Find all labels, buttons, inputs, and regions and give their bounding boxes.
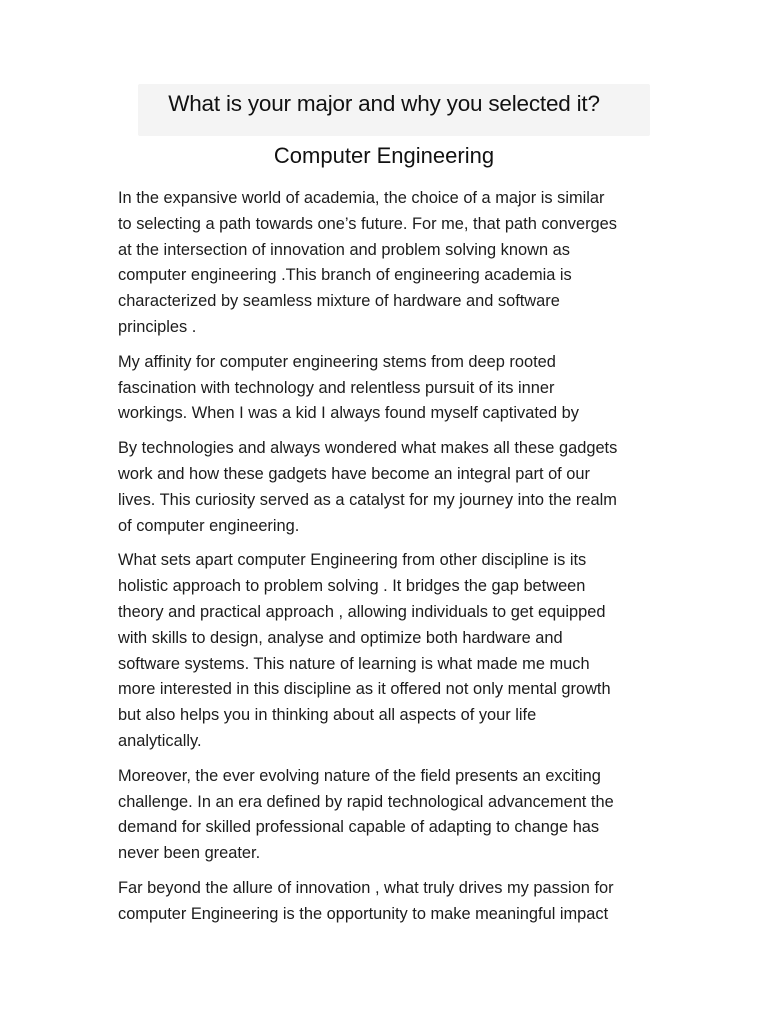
paragraph-line: By technologies and always wondered what makes all these gadgets	[118, 439, 618, 458]
paragraph-line: lives. This curiosity served as a catalyst for my journey into the realm	[118, 490, 617, 509]
paragraph-line: principles .	[118, 317, 197, 336]
paragraph-line: workings. When I was a kid I always found myself captivated by	[118, 404, 579, 423]
paragraph-line: holistic approach to problem solving . It bridges the gap between	[118, 577, 586, 596]
paragraph-line: never been greater.	[118, 844, 261, 863]
paragraph-line: challenge. In an era defined by rapid technological advancement the	[118, 792, 614, 811]
paragraph-line: fascination with technology and relentless pursuit of its inner	[118, 378, 555, 397]
paragraph-line: theory and practical approach , allowing individuals to get equipped	[118, 602, 606, 621]
paragraph	[118, 436, 650, 539]
paragraph-line: analytically.	[118, 731, 202, 750]
page-subtitle: Computer Engineering	[273, 143, 495, 168]
paragraph	[118, 186, 650, 341]
paragraph	[118, 548, 650, 754]
paragraph-line: Far beyond the allure of innovation , what truly drives my passion for	[118, 878, 614, 897]
paragraph-line: with skills to design, analyse and optimize both hardware and	[118, 628, 563, 647]
paragraph-line: demand for skilled professional capable of adapting to change has	[118, 818, 600, 837]
paragraph	[118, 764, 650, 867]
paragraph-line: computer engineering .This branch of engineering academia is	[118, 266, 572, 285]
paragraph	[118, 350, 650, 427]
document-body	[118, 186, 650, 937]
paragraph-line: to selecting a path towards one’s future. For me, that path converges	[118, 214, 617, 233]
paragraph-line: computer Engineering is the opportunity to make meaningful impact	[118, 904, 609, 923]
paragraph-line: more interested in this discipline as it offered not only mental growth	[118, 680, 611, 699]
paragraph-line: software systems. This nature of learning is what made me much	[118, 654, 590, 673]
paragraph-line: but also helps you in thinking about all aspects of your life	[118, 706, 537, 725]
paragraph-line: characterized by seamless mixture of hardware and software	[118, 292, 560, 311]
paragraph-line: of computer engineering.	[118, 516, 300, 535]
paragraph-line: My affinity for computer engineering stems from deep rooted	[118, 352, 556, 371]
paragraph-line: Moreover, the ever evolving nature of the field presents an exciting	[118, 766, 601, 785]
page-title: What is your major and why you selected it?	[168, 91, 600, 116]
paragraph-line: at the intersection of innovation and problem solving known as	[118, 240, 570, 259]
paragraph	[118, 876, 650, 928]
paragraph-line: What sets apart computer Engineering from other discipline is its	[118, 551, 587, 570]
paragraph-line: In the expansive world of academia, the choice of a major is similar	[118, 189, 605, 207]
paragraph-line: work and how these gadgets have become an integral part of our	[118, 464, 590, 483]
